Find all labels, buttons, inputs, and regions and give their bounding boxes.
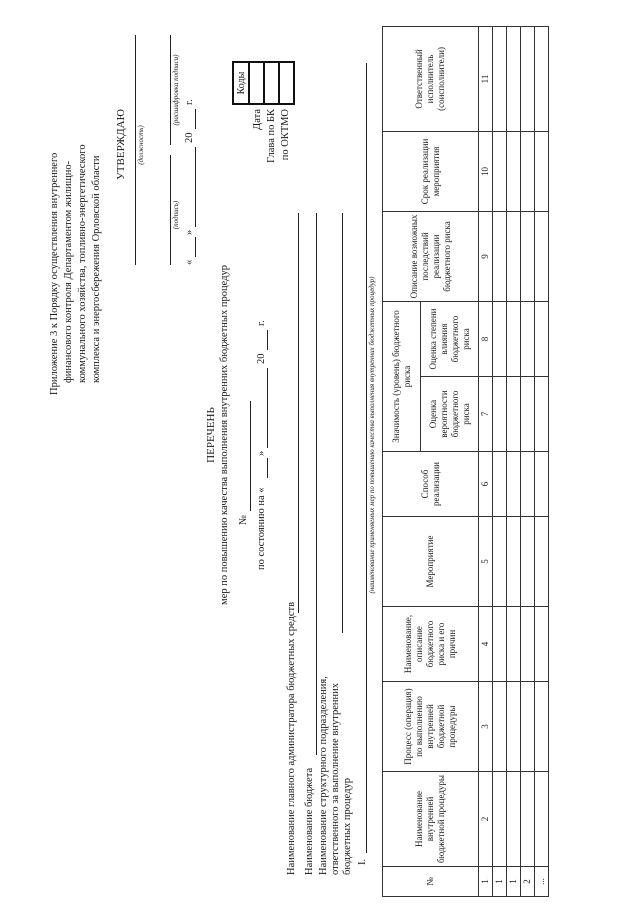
header-deadline: Срок реализации мероприятия	[383, 131, 479, 211]
approval-title: УТВЕРЖДАЮ	[115, 109, 127, 180]
as-of-day-line	[267, 458, 268, 478]
col-number: 1	[479, 867, 493, 897]
row-number: 2	[521, 867, 535, 897]
date-quote-open: «	[184, 259, 195, 265]
appendix-line: Приложение 3 к Порядку осуществления внутреннего	[49, 152, 60, 395]
header-num: №	[383, 867, 479, 897]
decoding-caption: (расшифровка подписи)	[172, 54, 180, 126]
signature-line	[170, 155, 171, 265]
date-year-prefix: 20	[184, 132, 195, 143]
codes-header: Коды	[233, 62, 249, 104]
col-number: 3	[479, 682, 493, 772]
appendix-note	[48, 95, 104, 395]
header-consequences-desc: Описание возможных последствий реализации бюджетного риска	[383, 211, 479, 301]
codes-box	[232, 61, 295, 105]
col-number: 8	[479, 301, 493, 376]
codes-label-date: Дата	[252, 109, 263, 130]
header-risk-name: Наименование, описание бюджетного риска и его причин	[383, 607, 479, 682]
date-year-suffix: г.	[184, 99, 195, 105]
date-year-line	[195, 109, 196, 129]
appendix-line: комплекса и энергосбережения Орловской области	[91, 155, 102, 383]
field-administrator-line	[298, 213, 299, 613]
signature-caption: (подпись)	[172, 200, 180, 230]
row-number: 1	[493, 867, 507, 897]
position-caption: (должность)	[137, 125, 145, 165]
code-cell-bk	[264, 62, 279, 104]
appendix-line: финансового контроля Департаментом жилищно-	[63, 160, 74, 383]
as-of-row	[256, 210, 270, 570]
field-division: Наименование структурного подразделения, ответственного за выполнение внутренних бюджетных процедур	[318, 676, 353, 875]
approval-date	[184, 30, 198, 265]
col-number: 4	[479, 607, 493, 682]
section-one-line	[366, 63, 367, 853]
field-budget-line	[316, 213, 317, 755]
table-row	[507, 26, 521, 896]
section-one-caption: (наименование применяемых мер по повышению качества выполнения внутренних бюджетных процедур)	[368, 276, 376, 594]
date-quote-close: »	[184, 229, 195, 235]
header-procedure-name: Наименование внутренней бюджетной процедуры	[383, 772, 479, 867]
row-number: 1	[507, 867, 521, 897]
code-cell-oktmo	[279, 62, 294, 104]
as-of-close: »	[256, 450, 267, 456]
as-of-label: по состоянию на «	[256, 487, 267, 570]
table-row	[521, 26, 535, 896]
header-probability: Оценка вероятности бюджетного риска	[421, 377, 479, 452]
number-line	[250, 401, 251, 511]
as-of-year-prefix: 20	[256, 353, 267, 364]
document-subtitle: мер по повышению качества выполнения внутренних бюджетных процедур	[219, 265, 230, 605]
code-cell-date	[249, 62, 264, 104]
header-measure: Мероприятие	[383, 517, 479, 607]
col-number: 6	[479, 452, 493, 517]
decoding-line	[170, 35, 171, 145]
date-day-line	[195, 237, 196, 257]
codes-table	[232, 61, 295, 105]
row-number: ...	[535, 867, 549, 897]
header-significance: Значимость (уровень) бюджетного риска	[383, 301, 421, 451]
as-of-month-line	[267, 368, 268, 448]
codes-label-oktmo: по ОКТМО	[280, 109, 291, 161]
field-administrator: Наименование главного администратора бюджетных средств	[286, 601, 297, 875]
col-number: 7	[479, 377, 493, 452]
col-number: 10	[479, 131, 493, 211]
header-method: Способ реализации	[383, 452, 479, 517]
col-number: 9	[479, 211, 493, 301]
header-consequence: Оценка степени влияния бюджетного риска	[421, 301, 479, 376]
field-division-line	[342, 213, 343, 633]
section-one-label: I.	[357, 858, 368, 865]
document-title: ПЕРЕЧЕНЬ	[205, 407, 217, 463]
as-of-year-suffix: г.	[256, 320, 267, 326]
codes-label-bk: Глава по БК	[266, 109, 277, 163]
col-number: 5	[479, 517, 493, 607]
position-line	[135, 35, 136, 265]
date-month-line	[195, 147, 196, 227]
table-row	[535, 26, 549, 896]
field-budget: Наименование бюджета	[304, 767, 315, 875]
col-number: 2	[479, 772, 493, 867]
table-numbers-row	[479, 26, 493, 896]
appendix-line: коммунального хозяйства, топливно-энергетического	[77, 144, 88, 383]
as-of-year-line	[267, 330, 268, 350]
header-process: Процесс (операция) по выполнению внутренней бюджетной процедуры	[383, 682, 479, 772]
table-header-row	[383, 26, 421, 896]
col-number: 11	[479, 26, 493, 131]
number-label: №	[238, 514, 249, 525]
table-row	[493, 26, 507, 896]
measures-table	[382, 26, 549, 897]
header-executor: Ответственный исполнитель (соисполнители)	[383, 26, 479, 131]
